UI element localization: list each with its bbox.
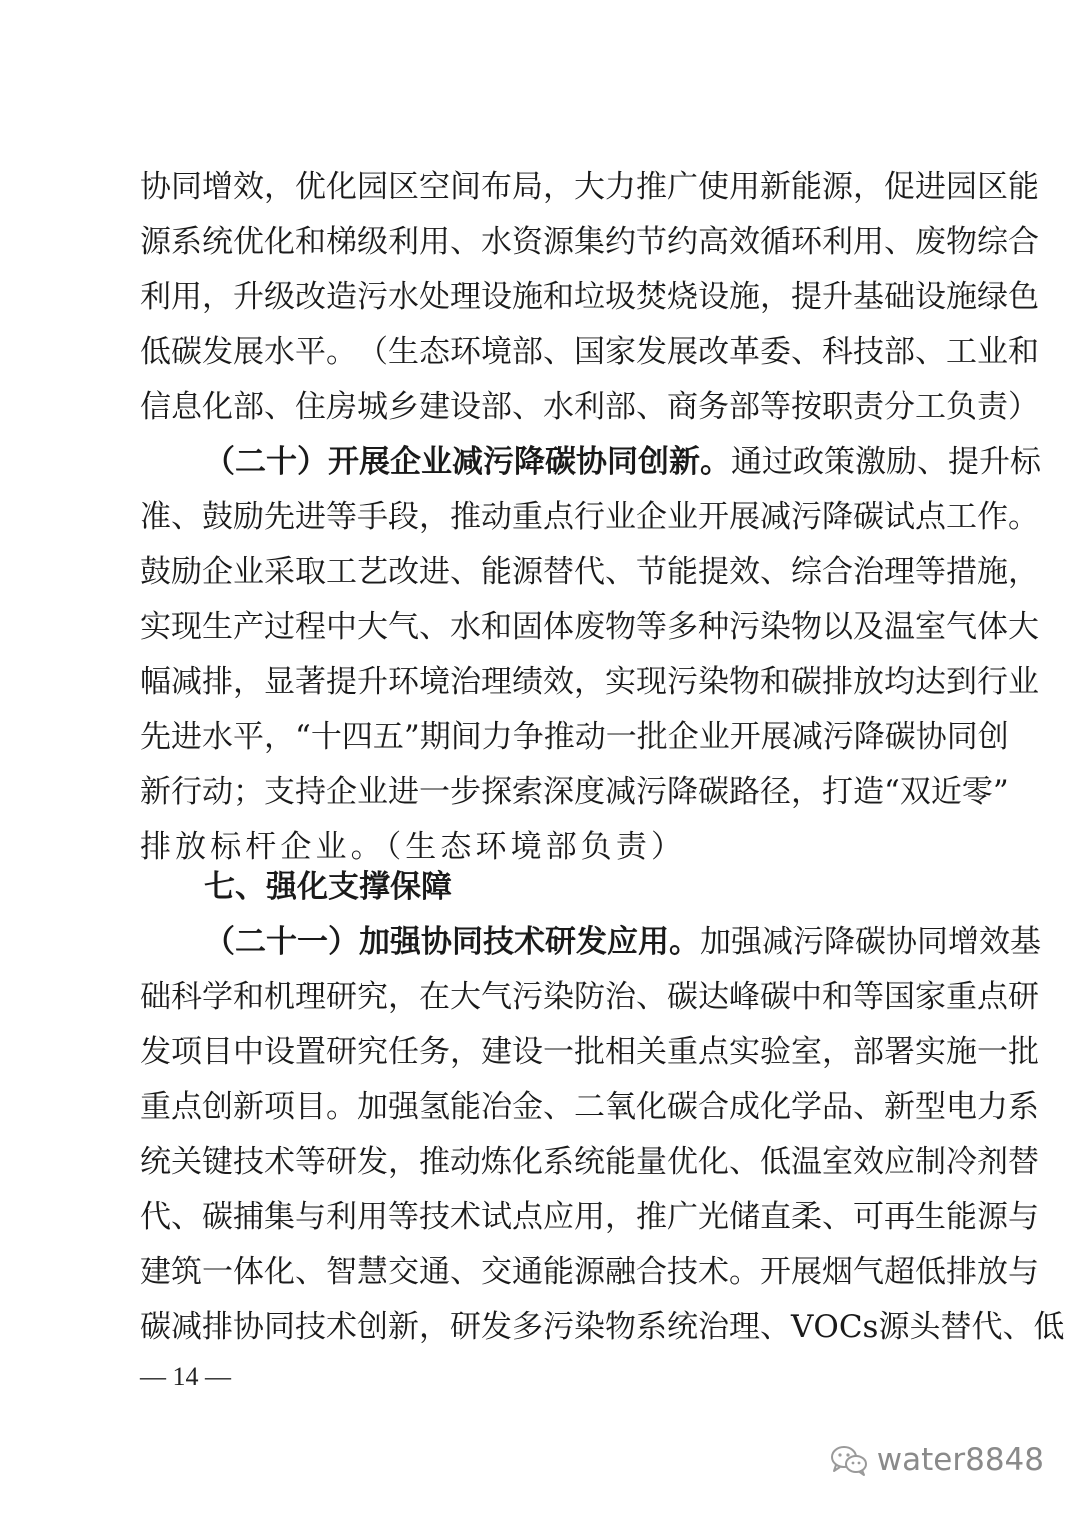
text-line: 源 系 统 优 化 和 梯 级 利 用 、 水 资 源 集 约 节 约 高 效 循 环 利 用 、 废 物 综 合 <box>140 224 1039 260</box>
text-line: 碳 减 排 协 同 技 术 创 新 ， 研 发 多 污 染 物 系 统 治 理 、 V O C s 源 头 替 代 、 低 <box>140 1309 1065 1345</box>
watermark-text: water8848 <box>876 1442 1044 1478</box>
text-line: （ 二 十 一 ） 加 强 协 同 技 术 研 发 应 用 。 加 强 减 污 降 碳 协 同 增 效 基 <box>204 924 1041 960</box>
text-line: 统 关 键 技 术 等 研 发 ， 推 动 炼 化 系 统 能 量 优 化 、 低 温 室 效 应 制 冷 剂 替 <box>140 1144 1039 1180</box>
text-line: 先 进 水 平 ， “ 十 四 五 ” 期 间 力 争 推 动 一 批 企 业 开 展 减 污 降 碳 协 同 创 <box>140 719 1009 755</box>
text-line: 实 现 生 产 过 程 中 大 气 、 水 和 固 体 废 物 等 多 种 污 染 物 以 及 温 室 气 体 大 <box>140 609 1039 645</box>
text-line: 信 息 化 部 、 住 房 城 乡 建 设 部 、 水 利 部 、 商 务 部 等 按 职 责 分 工 负 责 ） <box>140 389 1039 425</box>
text-line: 发 项 目 中 设 置 研 究 任 务 ， 建 设 一 批 相 关 重 点 实 验 室 ， 部 署 实 施 一 批 <box>140 1034 1039 1070</box>
text-line: 排放标杆企业。（生态环境部负责） <box>140 829 687 865</box>
text-line: 准 、 鼓 励 先 进 等 手 段 ， 推 动 重 点 行 业 企 业 开 展 减 污 降 碳 试 点 工 作 。 <box>140 499 1039 535</box>
text-line: 重 点 创 新 项 目 。 加 强 氢 能 冶 金 、 二 氧 化 碳 合 成 化 学 品 、 新 型 电 力 系 <box>140 1089 1039 1125</box>
text-line: 建 筑 一 体 化 、 智 慧 交 通 、 交 通 能 源 融 合 技 术 。 开 展 烟 气 超 低 排 放 与 <box>140 1254 1039 1290</box>
text-line: 新 行 动 ； 支 持 企 业 进 一 步 探 索 深 度 减 污 降 碳 路 径 ， 打 造 “ 双 近 零 ” <box>140 774 1009 810</box>
page-number: — 14 — <box>140 1362 231 1391</box>
text-line: 鼓 励 企 业 采 取 工 艺 改 进 、 能 源 替 代 、 节 能 提 效 、 综 合 治 理 等 措 施 ， <box>140 554 1039 590</box>
text-line: （ 二 十 ） 开 展 企 业 减 污 降 碳 协 同 创 新 。 通 过 政 策 激 励 、 提 升 标 <box>204 444 1041 480</box>
text-line: 础 科 学 和 机 理 研 究 ， 在 大 气 污 染 防 治 、 碳 达 峰 碳 中 和 等 国 家 重 点 研 <box>140 979 1039 1015</box>
watermark <box>829 1440 1044 1480</box>
text-line: 代 、 碳 捕 集 与 利 用 等 技 术 试 点 应 用 ， 推 广 光 储 直 柔 、 可 再 生 能 源 与 <box>140 1199 1039 1235</box>
text-line: 利 用 ， 升 级 改 造 污 水 处 理 设 施 和 垃 圾 焚 烧 设 施 ， 提 升 基 础 设 施 绿 色 <box>140 279 1039 315</box>
text-line: 协 同 增 效 ， 优 化 园 区 空 间 布 局 ， 大 力 推 广 使 用 新 能 源 ， 促 进 园 区 能 <box>140 169 1039 205</box>
text-line: 幅 减 排 ， 显 著 提 升 环 境 治 理 绩 效 ， 实 现 污 染 物 和 碳 排 放 均 达 到 行 业 <box>140 664 1039 700</box>
section-heading: 七、强化支撑保障 <box>204 869 452 905</box>
text-line: 低 碳 发 展 水 平 。 （ 生 态 环 境 部 、 国 家 发 展 改 革 委 、 科 技 部 、 工 业 和 <box>140 334 1039 370</box>
wechat-icon <box>829 1443 869 1477</box>
